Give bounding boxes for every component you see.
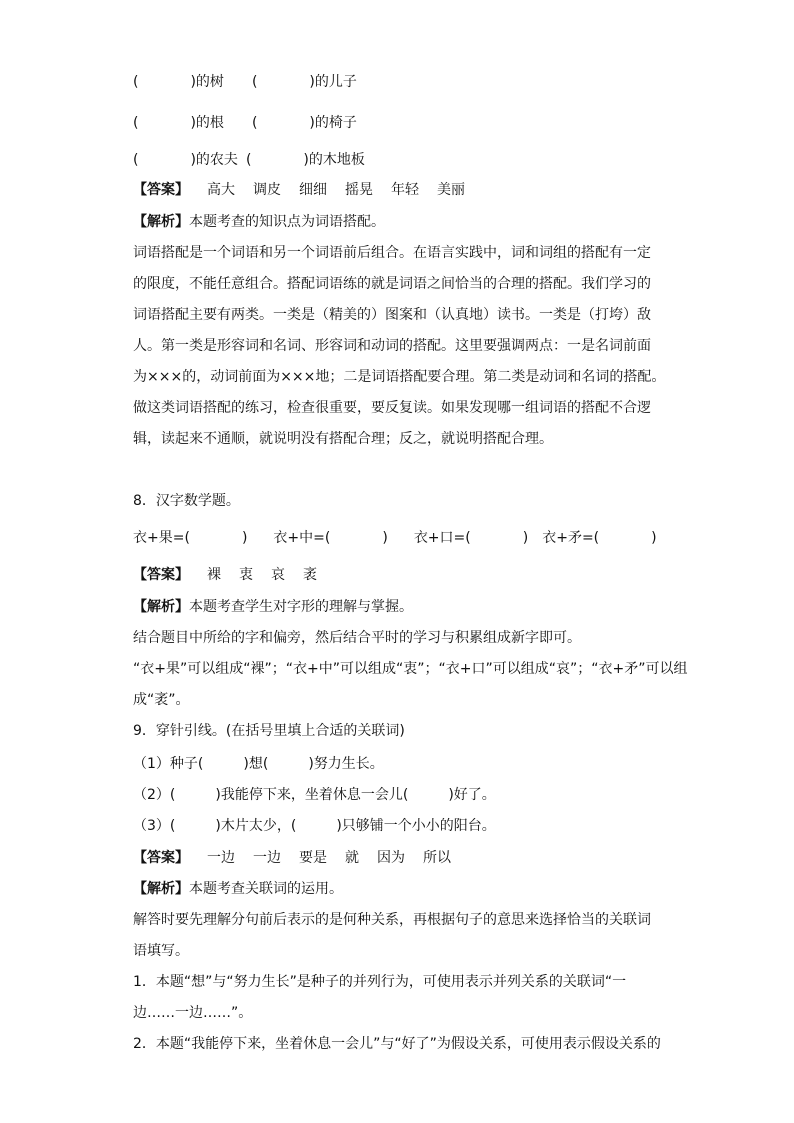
analysis-tag: 【解析】 <box>133 881 189 897</box>
q9-s1-part-1: （1）种子( <box>133 756 204 772</box>
q9-s3-part-3: )只够铺一个小小的阳台。 <box>336 818 496 834</box>
q7-row-2 <box>133 113 357 133</box>
q7-row-3-text-1: )的农夫 <box>190 152 238 168</box>
answer-tag: 【答案】 <box>133 567 189 583</box>
q7-row-2-text-1: )的根 <box>190 115 224 131</box>
q8-item-4-close: ) <box>651 530 657 546</box>
analysis-tag: 【解析】 <box>133 599 189 615</box>
analysis-head-text: 本题考查关联词的运用。 <box>189 881 343 897</box>
q7-analysis-head <box>133 212 385 232</box>
analysis-head-text: 本题考查学生对字形的理解与掌握。 <box>189 599 413 615</box>
q8-answer <box>133 565 317 585</box>
q7-row-1 <box>133 72 357 92</box>
analysis-line: 边……一边……”。 <box>133 1005 253 1021</box>
q7-row-2-open-1: ( <box>133 115 139 131</box>
answer-item: 袤 <box>303 567 317 583</box>
analysis-line: 词语搭配主要有两类。一类是（精美的）图案和（认真地）读书。一类是（打垮）敌 <box>133 307 651 323</box>
q8-item-3: 衣+口=( <box>413 530 471 546</box>
analysis-tag: 【解析】 <box>133 214 189 230</box>
answer-item: 年轻 <box>391 182 419 198</box>
answer-item: 衷 <box>239 567 253 583</box>
analysis-line: 做这类词语搭配的练习，检查很重要，要反复读。如果发现哪一组词语的搭配不合逻 <box>133 400 651 416</box>
q7-row-1-text-2: )的儿子 <box>309 74 357 90</box>
q9-s2-part-3: )好了。 <box>448 787 496 803</box>
q9-answer <box>133 848 451 868</box>
answer-item: 因为 <box>377 850 405 866</box>
answer-item: 所以 <box>423 850 451 866</box>
q7-row-1-open-1: ( <box>133 74 139 90</box>
analysis-line: 为×××的，动词前面为×××地；二是词语搭配要合理。第二类是动词和名词的搭配。 <box>133 369 666 385</box>
answer-item: 要是 <box>299 850 327 866</box>
q9-s3-part-1: （3）( <box>133 818 176 834</box>
q8-item-1-close: ) <box>241 530 248 546</box>
analysis-line: 辑，读起来不通顺，就说明没有搭配合理；反之，就说明搭配合理。 <box>133 431 553 447</box>
q9-s1-part-3: )努力生长。 <box>308 756 384 772</box>
analysis-line: 人。第一类是形容词和名词、形容词和动词的搭配。这里要强调两点：一是名词前面 <box>133 338 651 354</box>
q9-title: 9．穿针引线。(在括号里填上合适的关联词) <box>133 723 405 739</box>
answer-item: 美丽 <box>437 182 465 198</box>
q9-s3-part-2: )木片太少，( <box>215 818 297 834</box>
answer-item: 就 <box>345 850 359 866</box>
q8-title: 8．汉字数学题。 <box>133 493 240 509</box>
q8-item-3-close: ) <box>522 530 529 546</box>
analysis-line: 成“袤”。 <box>133 692 190 708</box>
q7-row-1-text-1: )的树 <box>190 74 224 90</box>
q8-items <box>133 528 657 548</box>
q7-row-2-open-2: ( <box>251 115 258 131</box>
q9-analysis-head <box>133 879 343 899</box>
answer-tag: 【答案】 <box>133 850 189 866</box>
q8-item-2: 衣+中=( <box>273 530 331 546</box>
q9-s2-part-1: （2）( <box>133 787 176 803</box>
q9-s1-part-2: )想( <box>243 756 269 772</box>
q7-row-1-open-2: ( <box>251 74 258 90</box>
q9-sentence-2 <box>133 785 496 805</box>
answer-item: 摇晃 <box>345 182 373 198</box>
analysis-line: 2．本题“我能停下来，坐着休息一会儿”与“好了”为假设关系，可使用表示假设关系的 <box>133 1036 661 1052</box>
answer-item: 哀 <box>271 567 285 583</box>
answer-item: 裸 <box>207 567 221 583</box>
q7-row-3-open-2: ( <box>245 152 252 168</box>
q7-row-3 <box>133 150 365 170</box>
q9-sentence-3 <box>133 816 496 836</box>
q7-row-3-open-1: ( <box>133 152 139 168</box>
analysis-line: 的限度，不能任意组合。搭配词语练的就是词语之间恰当的合理的搭配。我们学习的 <box>133 276 651 292</box>
q8-item-2-close: ) <box>382 530 388 546</box>
q7-row-2-text-2: )的椅子 <box>309 115 357 131</box>
analysis-line: 解答时要先理解分句前后表示的是何种关系，再根据句子的意思来选择恰当的关联词 <box>133 912 651 928</box>
analysis-line: 语填写。 <box>133 943 189 959</box>
analysis-line: 1．本题“想”与“努力生长”是种子的并列行为，可使用表示并列关系的关联词“一 <box>133 974 627 990</box>
q8-item-4: 衣+矛=( <box>542 530 600 546</box>
analysis-line: 词语搭配是一个词语和另一个词语前后组合。在语言实践中，词和词组的搭配有一定 <box>133 245 651 261</box>
analysis-head-text: 本题考查的知识点为词语搭配。 <box>189 214 385 230</box>
answer-item: 细细 <box>299 182 327 198</box>
answer-tag: 【答案】 <box>133 182 189 198</box>
q8-item-1: 衣+果=( <box>133 530 190 546</box>
q9-s2-part-2: )我能停下来，坐着休息一会儿( <box>215 787 409 803</box>
answer-item: 高大 <box>207 182 235 198</box>
analysis-line: “衣+果”可以组成“裸”；“衣+中”可以组成“衷”；“衣+口”可以组成“哀”；“衣+矛”可以组 <box>133 661 688 677</box>
q9-sentence-1 <box>133 754 384 774</box>
answer-item: 一边 <box>207 850 235 866</box>
q7-row-3-text-2: )的木地板 <box>303 152 365 168</box>
analysis-line: 结合题目中所给的字和偏旁，然后结合平时的学习与积累组成新字即可。 <box>133 630 581 646</box>
q7-answer <box>133 180 465 200</box>
answer-item: 调皮 <box>253 182 281 198</box>
answer-item: 一边 <box>253 850 281 866</box>
q8-analysis-head <box>133 597 413 617</box>
